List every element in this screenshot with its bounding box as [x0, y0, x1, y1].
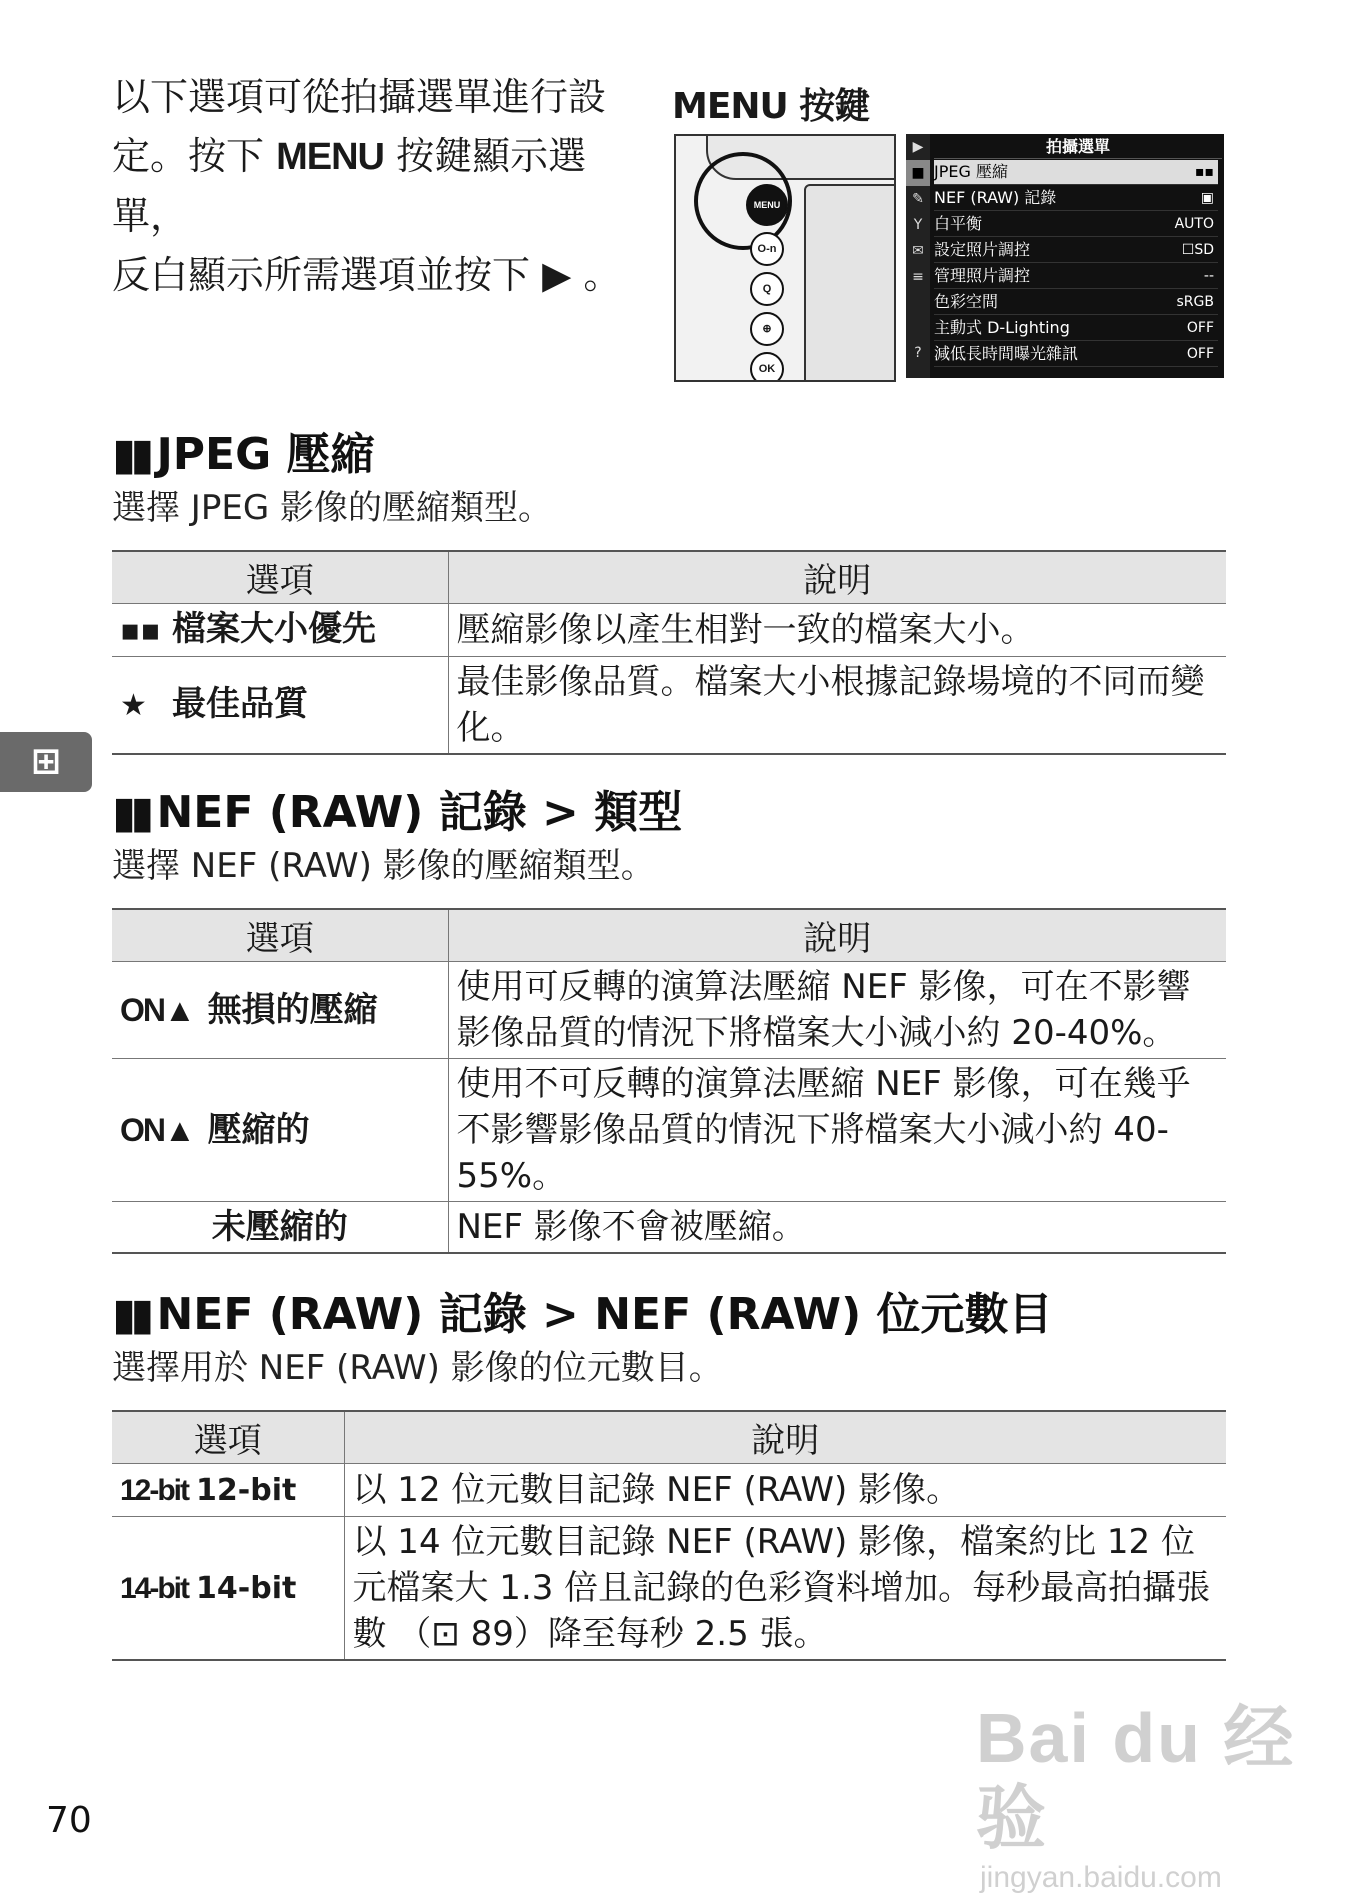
col-header-desc: 說明 [448, 909, 1226, 962]
menu-side-icons [906, 134, 930, 378]
option-label: 無損的壓縮 [207, 990, 378, 1030]
intro-paragraph [112, 68, 652, 305]
option-label: 14-bit [196, 1571, 297, 1606]
table-row [112, 1464, 1226, 1517]
camera-lcd [804, 184, 896, 382]
menu-row [934, 186, 1218, 211]
size-priority-icon: ▪▪ [120, 613, 161, 648]
menu-row [934, 212, 1218, 237]
section-title-nef-type [112, 776, 682, 840]
table-row [112, 962, 1226, 1059]
page-number: 70 [46, 1800, 92, 1841]
nef-bit-depth-table [112, 1410, 1226, 1661]
section-title-nef-bit-depth [112, 1278, 1053, 1342]
menu-row [934, 238, 1218, 263]
option-label: 12-bit [196, 1473, 297, 1508]
menu-row [934, 342, 1218, 367]
watermark-brand: Bai du 经验 [976, 1699, 1296, 1857]
retouch-icon: ✉ [912, 243, 924, 259]
option-cell [112, 657, 448, 755]
desc-cell: 最佳影像品質。檔案大小根據記錄場境的不同而變化。 [448, 657, 1226, 755]
option-cell [112, 1517, 344, 1661]
intro-line-2-pre: 定。按下 [112, 134, 277, 178]
menu-row [934, 264, 1218, 289]
option-cell [112, 1464, 344, 1517]
table-row [112, 657, 1226, 755]
help-icon: ? [914, 345, 922, 361]
menu-row-value: sRGB [1176, 294, 1214, 310]
table-row [112, 1059, 1226, 1202]
menu-row-value: ☐SD [1181, 242, 1214, 258]
compressed-icon: ON▲ [120, 1112, 194, 1148]
camera-icon: ■ [906, 160, 930, 186]
menu-row-label: JPEG 壓縮 [934, 162, 1008, 181]
intro-line-2 [112, 127, 652, 246]
lossless-compressed-icon: ON▲ [120, 992, 194, 1028]
setup-icon: Y [913, 217, 923, 233]
option-cell [112, 1059, 448, 1202]
section-title-text: JPEG 壓縮 [156, 429, 375, 480]
section-marker: ▮▮ [112, 787, 149, 838]
pencil-icon: ✎ [912, 191, 924, 207]
table-header-row [112, 1411, 1226, 1464]
section-title-text: NEF (RAW) 記錄 > 類型 [156, 787, 683, 838]
option-label: 最佳品質 [172, 684, 308, 724]
menu-title: 拍攝選單 [934, 136, 1222, 159]
desc-cell: 以 14 位元數目記錄 NEF (RAW) 影像，檔案約比 12 位元檔案大 1.3 倍且記錄的色彩資料增加。每秒最高拍攝張數 （⊡ 89）降至每秒 2.5 張。 [344, 1517, 1226, 1661]
section-title-jpeg [112, 418, 375, 482]
option-label: 檔案大小優先 [172, 609, 376, 649]
col-header-option: 選項 [112, 909, 448, 962]
menu-row-label: 主動式 D-Lighting [934, 318, 1070, 337]
option-label: 未壓縮的 [211, 1207, 348, 1247]
desc-cell: 壓縮影像以產生相對一致的檔案大小。 [448, 604, 1226, 657]
intro-line-2-post: 按鍵顯示選單， [112, 134, 587, 238]
section-title-text: NEF (RAW) 記錄 > NEF (RAW) 位元數目 [156, 1289, 1053, 1340]
camera-protect-button: O-n [750, 232, 784, 266]
menu-row-label: NEF (RAW) 記錄 [934, 188, 1057, 207]
menu-row-value: ▪▪ [1195, 164, 1214, 180]
section-marker: ▮▮ [112, 1289, 149, 1340]
intro-line-3: 反白顯示所需選項並按下 ▶ 。 [112, 253, 622, 297]
menu-row-label: 管理照片調控 [934, 266, 1031, 285]
menu-key-label: MENU 按鍵 [672, 86, 870, 127]
section-desc-nef-bit-depth: 選擇用於 NEF (RAW) 影像的位元數目。 [112, 1348, 723, 1388]
camera-qual-button: Q [750, 272, 784, 306]
table-header-row [112, 551, 1226, 604]
nef-type-table [112, 908, 1226, 1254]
section-marker: ▮▮ [112, 429, 149, 480]
section-desc-nef-type: 選擇 NEF (RAW) 影像的壓縮類型。 [112, 846, 655, 886]
desc-cell: 使用可反轉的演算法壓縮 NEF 影像，可在不影響影像品質的情況下將檔案大小減小約 20-40%。 [448, 962, 1226, 1059]
menu-row-value: OFF [1186, 346, 1214, 362]
menu-row-label: 色彩空間 [934, 292, 999, 311]
watermark-url: jingyan.baidu.com [980, 1861, 1222, 1894]
menu-row-label: 減低長時間曝光雜訊 [934, 344, 1079, 363]
desc-cell: NEF 影像不會被壓縮。 [448, 1202, 1226, 1254]
table-header-row [112, 909, 1226, 962]
table-row [112, 604, 1226, 657]
camera-menu-button: MENU [746, 184, 788, 226]
option-label: 壓縮的 [207, 1110, 310, 1150]
table-row [112, 1517, 1226, 1661]
menu-row [934, 290, 1218, 315]
desc-cell: 使用不可反轉的演算法壓縮 NEF 影像，可在幾乎不影響影像品質的情況下將檔案大小減小約 40-55%。 [448, 1059, 1226, 1202]
option-cell [112, 1202, 448, 1254]
option-cell [112, 962, 448, 1059]
camera-zoom-button: ⊕ [750, 312, 784, 346]
col-header-option: 選項 [112, 551, 448, 604]
intro-line-1: 以下選項可從拍攝選單進行設 [112, 75, 607, 119]
playback-icon: ▶ [912, 139, 924, 155]
shooting-menu-screenshot [906, 134, 1224, 378]
camera-back-illustration [674, 134, 896, 382]
menu-row-value: ▣ [1200, 190, 1214, 206]
menu-row-value: AUTO [1174, 216, 1214, 232]
col-header-desc: 說明 [448, 551, 1226, 604]
menu-row [934, 316, 1218, 341]
menu-row-value: OFF [1186, 320, 1214, 336]
menu-key-name: MENU [276, 136, 384, 178]
my-menu-icon: ≡ [912, 269, 924, 285]
table-row [112, 1202, 1226, 1254]
desc-cell: 以 12 位元數目記錄 NEF (RAW) 影像。 [344, 1464, 1226, 1517]
menu-row-value: -- [1203, 268, 1214, 284]
14-bit-icon: 14-bit [120, 1572, 189, 1605]
baidu-watermark [976, 1698, 1360, 1898]
menu-row-label: 設定照片調控 [934, 240, 1031, 259]
optimal-quality-icon: ★ [120, 688, 147, 723]
menu-row-label: 白平衡 [934, 214, 983, 233]
jpeg-options-table [112, 550, 1226, 755]
12-bit-icon: 12-bit [120, 1474, 189, 1507]
col-header-option: 選項 [112, 1411, 344, 1464]
option-cell [112, 604, 448, 657]
col-header-desc: 說明 [344, 1411, 1226, 1464]
camera-ok-button: OK [750, 352, 784, 382]
section-desc-jpeg: 選擇 JPEG 影像的壓縮類型。 [112, 488, 552, 528]
menu-row [934, 160, 1218, 185]
chapter-tab-icon: ⊞ [0, 732, 92, 792]
